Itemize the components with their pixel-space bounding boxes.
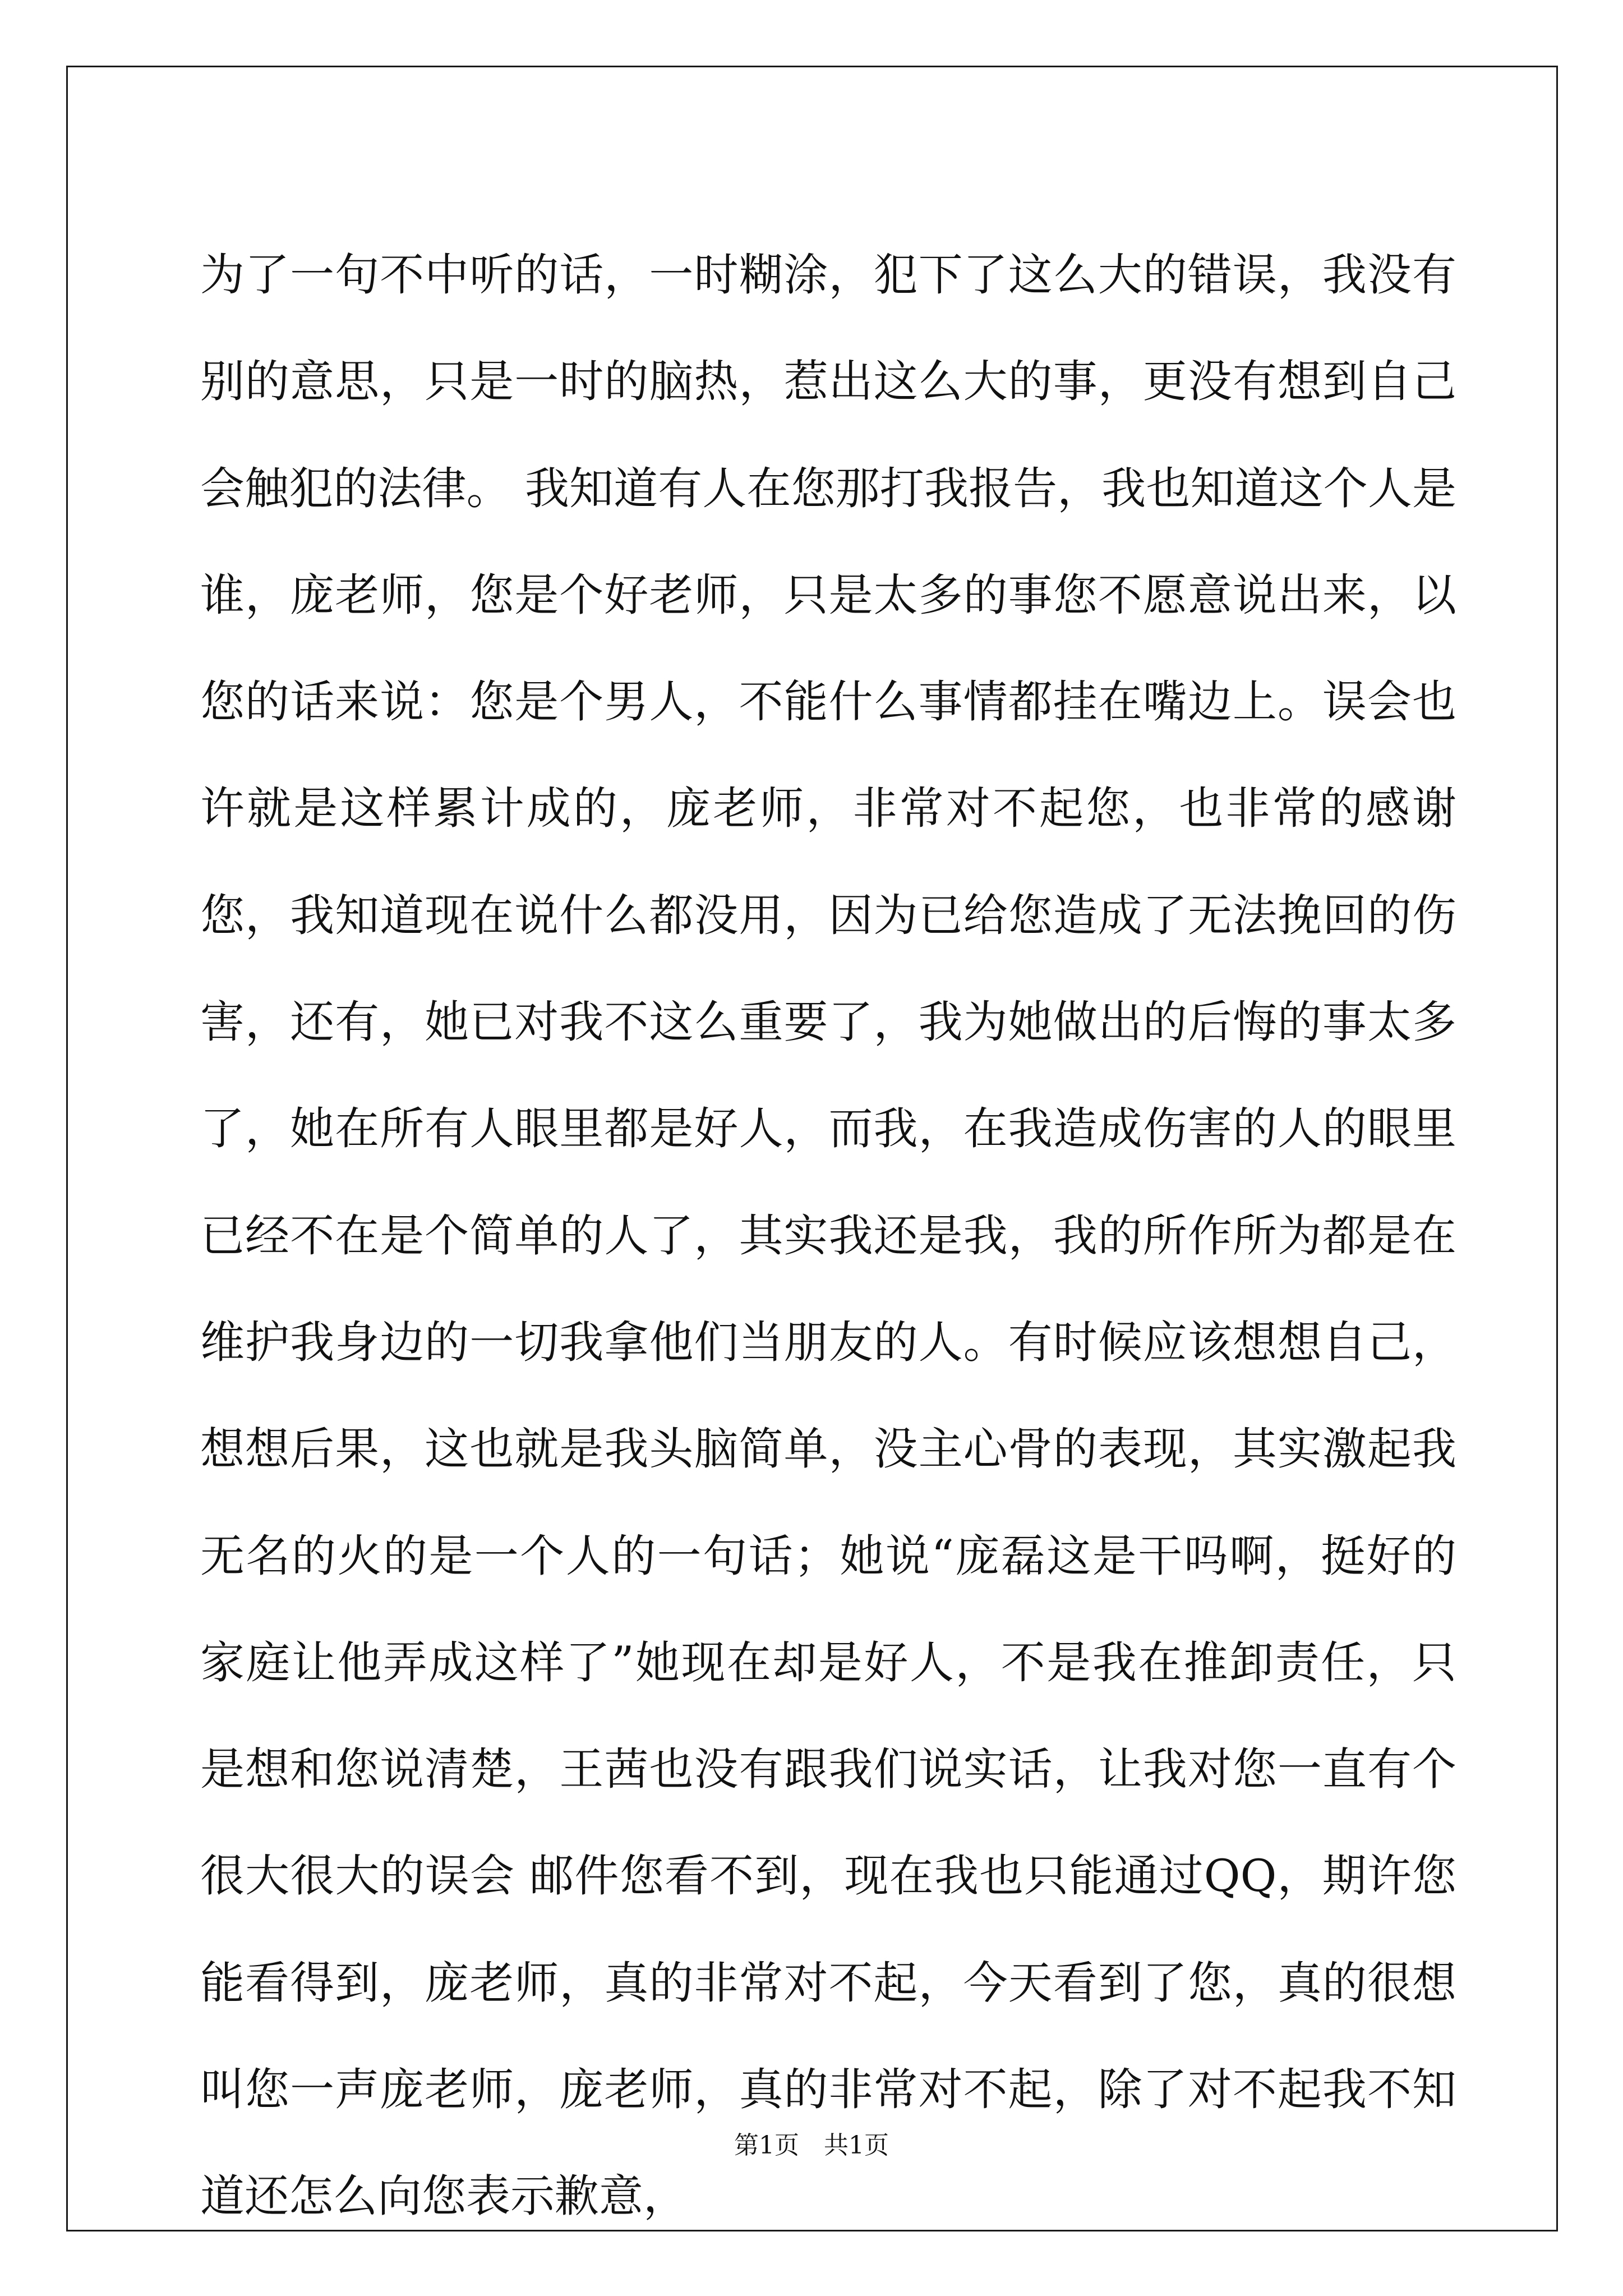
page-number: 第1页 xyxy=(734,2131,799,2160)
page-total: 共1页 xyxy=(824,2131,889,2160)
document-body-text: 为了一句不中听的话，一时糊涂，犯下了这么大的错误，我没有别的意思，只是一时的脑热，惹出这么大的事，更没有想到自己会触犯的法律。 我知道有人在您那打我报告，我也知道这个人是谁，庞老师，您是个好老师，只是太多的事您不愿意说出来，以您的话来说：您是个男人，不能什么事情都挂在嘴边上。误会也许就是这样累计成的，庞老师，非常对不起您，也非常的感谢您，我知道现在说什么都没用，因为已给您造成了无法挽回的伤害，还有，她已对我不这么重要了，我为她做出的后悔的事太多了，她在所有人眼里都是好人，而我，在我造成伤害的人的眼里已经不在是个简单的人了，其实我还是我，我的所作所为都是在维护我身边的一切我拿他们当朋友的人。有时候应该想想自己，想想后果，这也就是我头脑简单，没主心骨的表现，其实激起我无名的火的是一个人的一句话；她说“庞磊这是干吗啊，挺好的家庭让他弄成这样了”她现在却是好人，不是我在推卸责任，只是想和您说清楚，王茜也没有跟我们说实话，让我对您一直有个很大很大的误会 邮件您看不到，现在我也只能通过QQ，期许您能看得到，庞老师，真的非常对不起，今天看到了您，真的很想叫您一声庞老师，庞老师，真的非常对不起，除了对不起我不知道还怎么向您表示歉意， xyxy=(200,249,1456,2223)
page-footer xyxy=(0,2129,1623,2162)
